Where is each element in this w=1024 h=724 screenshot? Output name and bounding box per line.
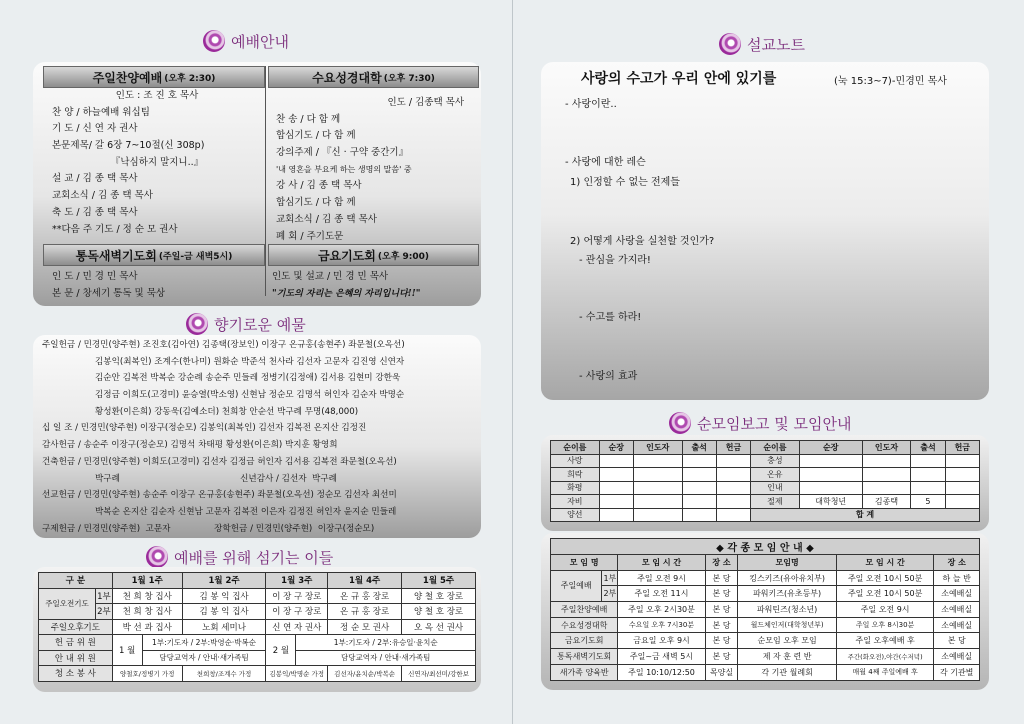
table-row: 자비 절제 대학청년 김종택 5 bbox=[551, 495, 980, 509]
offering-line: 김순안 김복전 박복순 강순례 송순주 민들레 정병기(김정애) 김서용 김현미 강한욱 bbox=[95, 373, 401, 384]
table-row: 주일오후기도 박 선 과 집사 노회 세미나 신 연 자 권사 정 순 모 권사 오 옥 선 권사 bbox=[39, 619, 476, 635]
table-row: 통독새벽기도회 주일~금 새벽 5시 본 당 제 자 훈 련 반 주간(화오전),야간(수저녁) 소예배실 bbox=[551, 649, 980, 665]
table-row: 2부 천 희 창 집사 김 봉 익 집사 이 장 구 장로 온 규 홍 장로 양 철 호 장로 bbox=[39, 604, 476, 620]
table-header-row: 구 분 1월 1주 1월 2주 1월 3주 1월 4주 1월 5주 bbox=[39, 573, 476, 589]
column-divider bbox=[265, 66, 266, 296]
offering-line: 감사헌금 / 송순주 이장구(정순모) 김명석 차태평 황성환(이은희) 박지훈 황영희 bbox=[42, 440, 338, 451]
servers-heading: 예배를 위해 섬기는 이들 bbox=[146, 546, 333, 568]
table-row: 희락 온유 bbox=[551, 468, 980, 482]
attendance-table bbox=[550, 440, 980, 522]
offering-line: 십 일 조 / 민경민(양주현) 이장구(정순모) 김봉익(최복인) 김선자 김복전 온지산 김정진 bbox=[42, 423, 367, 434]
note-line: - 수고를 하라! bbox=[579, 312, 642, 323]
report-heading: 순모임보고 및 모임안내 bbox=[669, 412, 851, 434]
table-row: 양선 합 계 bbox=[551, 508, 980, 522]
church-logo-icon bbox=[203, 30, 225, 52]
dawn-prayer-order: 인 도 / 민 경 민 목사 본 문 / 창세기 통독 및 묵상 bbox=[52, 271, 166, 299]
offering-line: 박복순 온지산 김순자 신현남 고문자 김복전 이은자 김정진 허인자 윤지순 민들레 bbox=[95, 506, 397, 517]
wednesday-order: 인도 / 김종택 목사 찬 송 / 다 함 께 합심기도 / 다 함 께 강의주제 / 『신 · 구약 중간기』 '내 영혼을 부요케 하는 생명의 말씀' 중 강 사 / 김 종 택 목사 합심기도 / 다 함 께 교회소식 / 김 종 택 목사 폐 회 / 주기도문 bbox=[276, 97, 464, 242]
table-title-row: ◆ 각 종 모 임 안 내 ◆ bbox=[551, 539, 980, 555]
table-row: 헌 금 위 원 1 월 1부:기도자 / 2부:박영순·박복순 2 월 1부:기도자 / 2부:유승일·윤치순 bbox=[39, 635, 476, 651]
friday-prayer-order: 인도 및 설교 / 민 경 민 목사 "기도의 자리는 은혜의 자리입니다!!" bbox=[272, 271, 421, 299]
offering-line: 김봉익(최복인) 조계수(한나미) 원화순 박준석 천사라 김선자 고문자 김진영 신연자 bbox=[95, 356, 405, 367]
note-line: - 사랑이란.. bbox=[565, 99, 617, 110]
offering-list bbox=[42, 338, 405, 538]
church-logo-icon bbox=[669, 412, 691, 434]
table-header-row: 순이름 순장 인도자 출석 헌금 순이름 순장 인도자 출석 헌금 bbox=[551, 441, 980, 455]
note-line: - 관심을 가지라! bbox=[579, 255, 651, 266]
offering-line: 황성환(이은희) 강동욱(김예소더) 천희창 안순선 박구례 무명(48,000) bbox=[95, 406, 359, 417]
sunday-worship-order: 인도 : 조 진 호 목사 찬 양 / 하늘예배 워십팀 기 도 / 신 연 자 권사 본문제목/ 갈 6장 7~10절(신 308p) 『낙심하지 말지니..』 설 교 / 김 종 택 목사 교회소식 / 김 종 택 목사 축 도 / 김 종 택 목사 **다음 주 기도 / 정 순 모 권사 bbox=[52, 90, 205, 235]
table-row: 금요기도회 금요일 오후 9시 본 당 순모임 오후 모임 주일 오후예배 후 본 당 bbox=[551, 633, 980, 649]
table-row: 주일예배 1부 주일 오전 9시 본 당 킹스키즈(유아유치부) 주일 오전 10시 50분 하 늘 반 bbox=[551, 570, 980, 586]
wednesday-bar: 수요성경대학 (오후 7:30) bbox=[268, 66, 479, 88]
church-logo-icon bbox=[146, 546, 168, 568]
sermon-title: 사랑의 수고가 우리 안에 있기를 bbox=[581, 71, 777, 87]
offering-line: 김정금 이희도(고경미) 윤승열(박소영) 신현남 정순모 김명석 허인자 김순자 박명순 bbox=[95, 390, 405, 401]
table-row: 주일오전기도 1부 천 희 창 집사 김 봉 익 집사 이 장 구 장로 온 규 홍 장로 양 철 호 장로 bbox=[39, 588, 476, 604]
note-line: - 사랑에 대한 레슨 bbox=[565, 157, 646, 168]
table-row: 2부 주일 오전 11시 본 당 파워키즈(유초등부) 주일 오전 10시 50분 소예배실 bbox=[551, 586, 980, 602]
table-row: 수요성경대학 수요일 오후 7시30분 본 당 월드체인저(대학청년부) 주일 오후 8시30분 소예배실 bbox=[551, 617, 980, 633]
table-row: 새가족 양육반 주일 10:10/12:50 목양실 각 기관 월례회 매월 4째 주일예배 후 각 기관별 bbox=[551, 664, 980, 680]
note-line: - 사랑의 효과 bbox=[579, 371, 638, 382]
offering-line: 박구례 신년감사 / 김선자 박구례 bbox=[95, 473, 337, 484]
offering-line: 구제헌금 / 민경민(양주현) 고문자 장학헌금 / 민경민(양주현) 이장구(정순모) bbox=[42, 523, 375, 534]
table-row: 청 소 봉 사 양철호/정병기 가정 천희창/조계수 가정 김봉익/박명순 가정 김선자/윤치순/박복순 신연자/최선미/강한보 bbox=[39, 666, 476, 682]
note-line: 1) 인정할 수 없는 전제들 bbox=[570, 177, 680, 188]
table-row: 주일찬양예배 주일 오후 2시30분 본 당 파워틴즈(청소년) 주일 오전 9시 소예배실 bbox=[551, 602, 980, 618]
sermon-reference: (눅 15:3~7)-민경민 목사 bbox=[834, 76, 947, 87]
sunday-worship-bar: 주일찬양예배 (오후 2:30) bbox=[43, 66, 265, 88]
sermon-note-panel bbox=[541, 62, 989, 400]
meetings-table bbox=[550, 538, 980, 681]
offering-line: 건축헌금 / 민경민(양주현) 이희도(고경미) 김선자 김정금 허인자 김서용 김복전 좌문철(오옥선) bbox=[42, 456, 397, 467]
servers-table bbox=[38, 572, 476, 682]
church-logo-icon bbox=[186, 313, 208, 335]
offering-line: 주일헌금 / 민경민(양주현) 조진호(김아연) 김종택(장보인) 이장구 온규홍(송현주) 좌문철(오옥선) bbox=[42, 340, 405, 350]
table-row: 안 내 위 원 담당교역자 / 안내·새가족팀 담당교역자 / 안내·새가족팀 bbox=[39, 650, 476, 666]
worship-heading: 예배안내 bbox=[203, 30, 289, 52]
table-header-row: 모 임 명 모 임 시 간 장 소 모임명 모 임 시 간 장 소 bbox=[551, 555, 980, 571]
note-line: 2) 어떻게 사랑을 실천할 것인가? bbox=[570, 236, 715, 247]
offering-line: 선교헌금 / 민경민(양주현) 송순주 이장구 온규홍(송현주) 좌문철(오옥선) 정순모 김선자 최선미 bbox=[42, 490, 397, 501]
offering-heading: 향기로운 예물 bbox=[186, 313, 306, 335]
sermon-heading: 설교노트 bbox=[719, 33, 805, 55]
table-row: 화평 인내 bbox=[551, 481, 980, 495]
right-page bbox=[512, 0, 1024, 724]
friday-prayer-bar: 금요기도회 (오후 9:00) bbox=[268, 244, 479, 266]
dawn-prayer-bar: 통독새벽기도회 (주일-금 새벽5시) bbox=[43, 244, 265, 266]
church-logo-icon bbox=[719, 33, 741, 55]
table-row: 사랑 충성 bbox=[551, 454, 980, 468]
